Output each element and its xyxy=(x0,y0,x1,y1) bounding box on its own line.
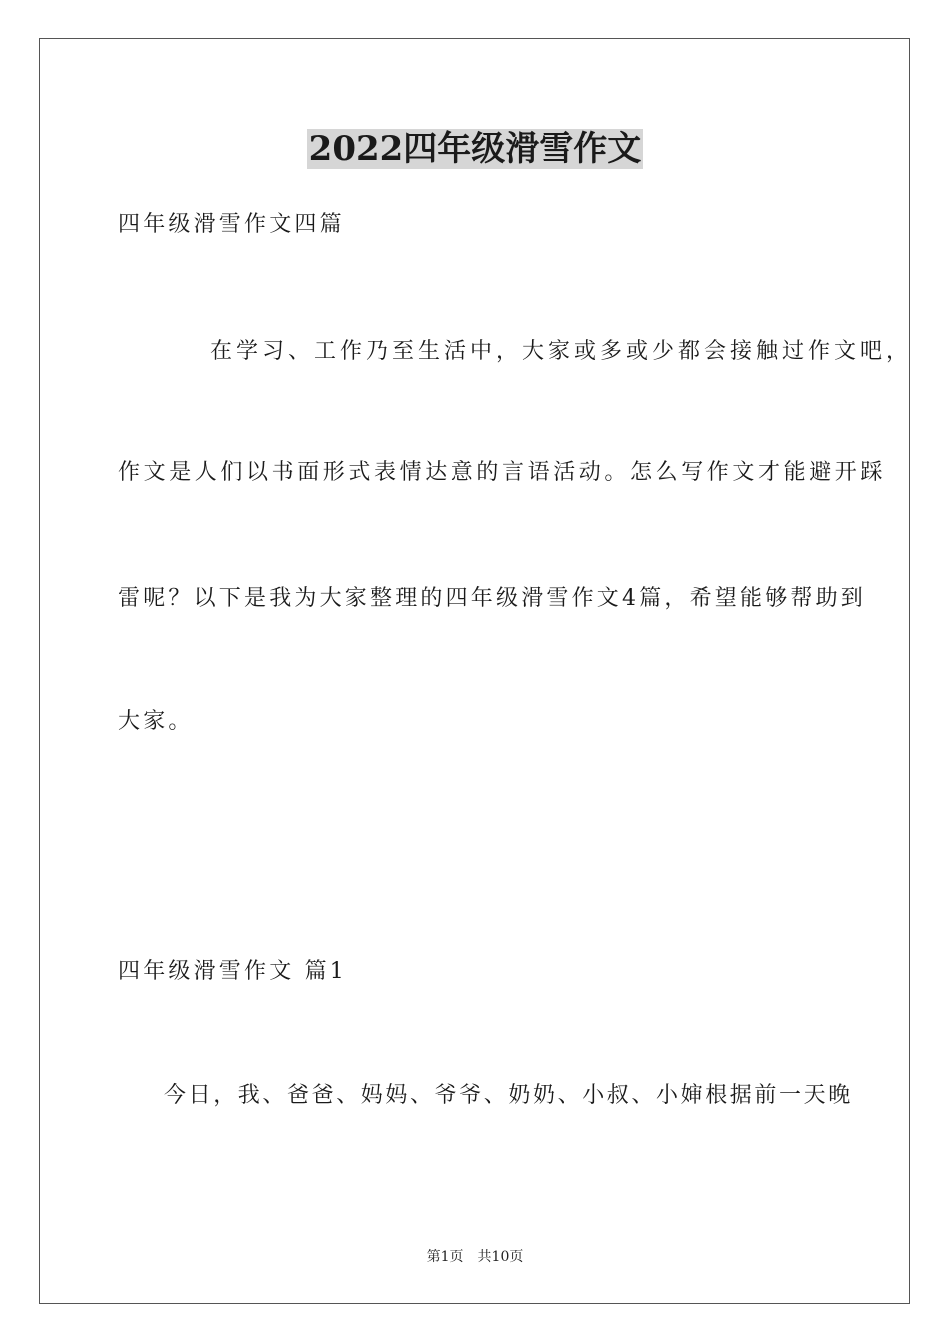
section-line: 今日，我、爸爸、妈妈、爷爷、奶奶、小叔、小婶根据前一天晚 xyxy=(164,1083,853,1108)
intro-line: 大家。 xyxy=(118,709,194,734)
intro-line: 在学习、工作乃至生活中，大家或多或少都会接触过作文吧， xyxy=(210,339,913,364)
document-title-text: 2022四年级滑雪作文 xyxy=(308,129,642,169)
document-title xyxy=(0,126,950,172)
page-footer xyxy=(0,1247,950,1267)
document-subtitle: 四年级滑雪作文四篇 xyxy=(118,212,345,237)
intro-line: 雷呢？以下是我为大家整理的四年级滑雪作文4篇，希望能够帮助到 xyxy=(118,586,866,611)
page-number-label: 第1页 xyxy=(426,1249,464,1265)
section-title: 四年级滑雪作文 篇1 xyxy=(118,959,347,984)
page-total-label: 共10页 xyxy=(477,1249,524,1265)
intro-line: 作文是人们以书面形式表情达意的言语活动。怎么写作文才能避开踩 xyxy=(118,460,887,485)
